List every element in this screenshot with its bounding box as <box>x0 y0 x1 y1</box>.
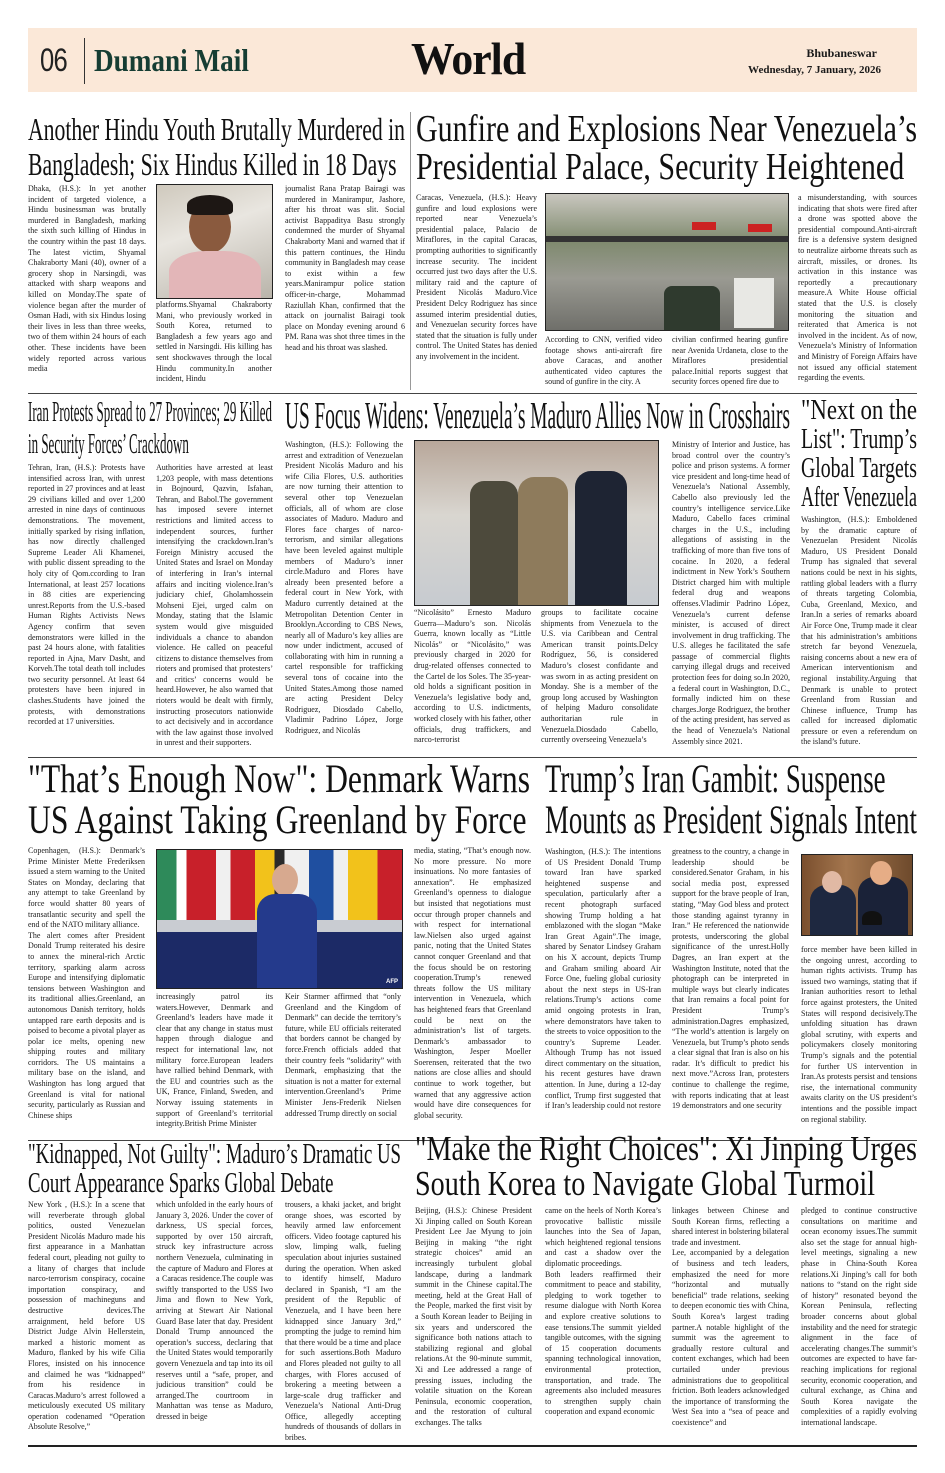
article-column: Washington, (H.S.): The intentions of US President Donald Trump toward Iran have sparked heightened suspense and speculation, particularly after a recent photograph surfaced showing Trump holding a hat emblazoned with the slogan “Make Iran Great Again”.The image, shared by Senator Lindsey Graham on his X account, depicts Trump and Graham smiling aboard Air Force One, fueling global curiosity about the next steps in US-Iran relations.Trump’s actions come amid ongoing protests in Iran, where demonstrators have taken to the streets to voice opposition to the country’s Supreme Leader. Although Trump has not issued direct commentary on the situation, his recent gestures have drawn attention. In June, during a 12-day conflict, Trump first suggested that if Iran’s leadership could not restore <box>545 847 661 1111</box>
article-column: Beijing, (H.S.): Chinese President Xi Jinping called on South Korean President Lee Jae Myung to join Beijing in making “the right strategic choices” amid an increasingly turbulent global landscape, during a landmark summit in the Chinese capital.The meeting, held at the Great Hall of the People, marked the first visit by a South Korean leader to Beijing in six years and underscored the significance both nations attach to stabilizing regional and global relations.At the 90-minute summit, Xi and Lee addressed a range of pressing issues, including the volatile situation on the Korean Peninsula, economic cooperation, and the restoration of cultural exchanges. The talks <box>415 1206 532 1427</box>
headline-line: Court Appearance Sparks Global Debate <box>28 1168 334 1199</box>
headline-line: US Against Taking Greenland by Force <box>28 797 527 842</box>
photo-maduro-figure <box>518 477 568 605</box>
headline-hindu-youth <box>28 112 405 182</box>
article-column: Tehran, Iran, (H.S.): Protests have intensified across Iran, with unrest reported in 27 provinces and at least 29 civilians killed and over 1,200 arrested in nine days of continuous demonstrations. The movement, initially sparked by rising inflation, has now directly challenged Supreme Leader Ali Khamenei, with public dissent spreading to the holy city of Qom.ccording to Iran International, at least 257 locations in 88 cities are experiencing unrest.Reports from the U.S.-based Human Rights Activists News Agency confirm that seven demonstrators were killed in the past 24 hours alone, with fatalities reported in Ajna, Marv Dasht, and Korveh.The total death toll includes two security personnel. At least 64 protesters have been injured in clashes.Students have joined the protests, with demonstrations recorded at 17 universities. <box>28 463 145 727</box>
article-column: force member have been killed in the ongoing unrest, according to human rights activists. Trump has issued two warnings, stating that if Iranian authorities resort to lethal force against protesters, the United States will respond decisively.The unfolding situation has drawn global scrutiny, with experts and policymakers closely monitoring Trump’s signals and the potential for further US intervention in Iran.As protests persist and tensions rise, the international community awaits clarity on the US president’s intentions and the possible impact on regional stability. <box>801 945 917 1124</box>
headline-line: Mounts as President Signals Intent <box>545 797 917 842</box>
headline-maduro-court <box>28 1140 401 1198</box>
article-column: journalist Rana Pratap Bairagi was murdered in Manirampur, Jashore, after his throat was slit. Social activist Bappaditya Basu strongly condemned the murder of Shyamal Chakraborty Mani and warned that if this pattern continues, the Hindu community in Bangladesh may cease to exist within a few years.Manirampur police station officer-in-charge, Mohammad Raziullah Khan, confirmed that the attack on journalist Bairagi took place on Monday evening around 6 PM. Rana was shot three times in the head and his throat was slashed. <box>285 184 405 352</box>
headline-line: Global Targets <box>801 453 917 484</box>
headline-line: After Venezuela <box>801 482 917 513</box>
photo-trump-figure <box>858 877 908 936</box>
photo-speaker-body <box>257 894 317 988</box>
article-column: trousers, a khaki jacket, and bright orange shoes, was escorted by heavily armed law enforcement officers. Video footage captured his slow, limping walk, fueling speculation about injuries sustained during the operation. When asked to identify himself, Maduro declared in Spanish, “I am the president of the Republic of Venezuela, and I have been here kidnapped since January 3rd,” prompting the judge to remind him that there would be a time and place for such assertions.Both Maduro and Flores pleaded not guilty to all charges, with Flores accused of brokering a meeting between a large-scale drug trafficker and Venezuela’s National Anti-Drug Office, allegedly accepting hundreds of thousands of dollars in bribes. <box>285 1200 401 1442</box>
headline-venezuela-gunfire <box>416 110 917 186</box>
article-column: Ministry of Interior and Justice, has broad control over the country’s police and prison systems. A former vice president and long-time head of Venezuela’s National Assembly, Cabello also previously led the country’s intelligence service.Like Maduro, Cabello faces criminal charges in the U.S., including allegations of assisting in the trafficking of more than five tons of cocaine. In 2020, a federal indictment in New York’s Southern District charged him with multiple federal drug and weapons offenses.Vladimir Padrino López, Venezuela’s current defense minister, is accused of direct involvement in drug trafficking. The U.S. alleges he facilitated the safe passage of commercial flights carrying illegal drugs and received protection fees for doing so.In 2020, a federal court in Washington, D.C., formally indicted him on these charges.Jorge Rodriguez, the brother of the acting president, has served as the head of Venezuela’s National Assembly since 2021. <box>672 440 790 746</box>
article-column: linkages between Chinese and South Korean firms, reflecting a shared interest in bolstering bilateral trade and investment. Lee, accompanied by a delegation of business and tech leaders, emphasized the need for more “horizontal and mutually beneficial” trade relations, seeking to deepen economic ties with China, South Korea’s largest trading partner.A notable highlight of the summit was the agreement to gradually restore cultural and content exchanges, which had been curtailed under previous administrations due to geopolitical friction. Both leaders acknowledged the importance of transforming the West Sea into a “sea of peace and coexistence” and <box>672 1206 789 1427</box>
headline-trump-iran-gambit <box>545 758 917 840</box>
headline-line: Bangladesh; Six Hindus Killed in 18 Days <box>28 146 397 182</box>
photo-victim <box>156 184 273 299</box>
page-bottom-rule <box>28 1445 917 1447</box>
photo-trump-graham <box>801 854 913 936</box>
article-column: greatness to the country, a change in leadership should be considered.Senator Graham, in his social media post, expressed support for the brave people of Iran, stating, “May God bless and protect those standing against tyranny in Iran.” He referenced the nationwide protests, underscoring the global significance of the unrest.Holly Dagres, an Iran expert at the Washington Institute, noted that the photograph can be interpreted in multiple ways but clearly indicates that Iran remains a focal point for President Trump’s administration.Dagres emphasized, “The world’s attention is largely on Venezuela, but Trump’s photo sends a clear signal that Iran is also on his radar. It’s difficult to predict his next move.”Across Iran, protesters continue to challenge the regime, with reports indicating that at least 19 demonstrators and one security <box>672 847 789 1111</box>
headline-line: US Focus Widens: Venezuela’s Maduro Allies Now in Crosshairs <box>285 395 790 437</box>
photo-caracas-street <box>545 193 789 331</box>
article-column: Keir Starmer affirmed that “only Greenland and the Kingdom of Denmark” can decide the territory’s future, while EU officials reiterated that borders cannot be changed by force.French officials added that their country feels “solidarity” with Denmark, emphasizing that the situation is not a matter for external intervention.Greenland’s Prime Minister Jens-Frederik Nielsen addressed Trump directly on social <box>285 992 401 1118</box>
photo-sign <box>748 224 772 232</box>
photo-parliament-speaker <box>156 849 403 989</box>
article-column: According to CNN, verified video footage shows anti-aircraft fire above Caracas, and another authenticated video captures the sound of gunfire in the city. A <box>545 335 662 387</box>
article-column: platforms.Shyamal Chakraborty Mani, who previously worked in South Korea, returned to Bangladesh a few years ago and settled in Narsingdi. His killing has sent shockwaves through the local Hindu community.In another incident, Hindu <box>156 300 272 384</box>
headline-line: "Kidnapped, Not Guilty": Maduro’s Dramatic US <box>28 1139 401 1170</box>
headline-line: Presidential Palace, Security Heightened <box>416 146 905 188</box>
article-column: Washington, (H.S.): Following the arrest and extradition of Venezuelan President Nicolás Maduro and his wife Cilia Flores, U.S. authorities are now turning their attention to several other top Venezuelan officials, all of whom are close associates of Maduro. Maduro and Flores face charges of narco-terrorism, and similar allegations have been leveled against multiple members of Maduro’s inner circle.Maduro and Flores have already been presented before a federal court in New York, with Maduro currently detained at the Metropolitan Detention Center in Brooklyn.According to CBS News, nearly all of Maduro’s key allies are now under indictment, accused of collaborating with him in running a cartel responsible for trafficking several tons of cocaine into the United States.Among those named are acting President Delcy Rodriguez, Diosdado Cabello, Vladimir Padrino López, Jorge Rodriguez, and Nicolás <box>285 440 403 736</box>
photo-trump-head <box>870 861 892 885</box>
headline-next-on-list <box>801 396 917 512</box>
article-column: came on the heels of North Korea’s provocative ballistic missile launches into the Sea of Japan, which heightened regional tensions and cast a shadow over the diplomatic proceedings. Both leaders reaffirmed their commitment to peace and stability, pledging to work together to resume dialogue with North Korea and explore creative solutions to ease tensions.The summit yielded tangible outcomes, with the signing of 15 cooperation documents spanning technological innovation, environmental protection, transportation, and trade. The agreements also included measures to strengthen supply chain cooperation and expand economic <box>545 1206 661 1417</box>
photo-credit: AFP <box>386 979 398 985</box>
page-number: 06 <box>40 42 67 78</box>
article-column: Washington, (H.S.): Emboldened by the dramatic capture of Venezuelan President Nicolás Maduro, US President Donald Trump has signaled that several nations could be next in his sights, rattling global leaders with a flurry of threats targeting Colombia, Cuba, Greenland, Mexico, and Iran.In a series of remarks aboard Air Force One, Trump made it clear that his administration’s ambitions stretch far beyond Venezuela, raising concerns about a new era of American interventionism and regional instability.Arguing that Denmark is unable to protect Greenland from Russian and Chinese influence, Trump has called for increased diplomatic pressure or even a referendum on the island’s future. <box>801 515 917 747</box>
headline-line: Gunfire and Explosions Near Venezuela’s <box>416 108 917 150</box>
headline-line: Another Hindu Youth Brutally Murdered in <box>28 111 405 147</box>
headline-line: "Make the Right Choices": Xi Jinping Urges <box>415 1129 917 1168</box>
photo-truck <box>734 278 774 328</box>
photo-figure-hair <box>187 195 233 215</box>
headline-denmark-greenland <box>28 758 530 840</box>
photo-figure-shirt <box>169 251 261 299</box>
article-column: media, stating, “That’s enough now. No more pressure. No more insinuations. No more fantasies of annexation”. He emphasized Greenland’s openness to dialogue but insisted that negotiations must occur through proper channels and with respect for international law.Nielsen also urged against panic, noting that the United States cannot conquer Greenland and that the focus should be on restoring cooperation.Trump’s renewed threats follow the US military intervention in Venezuela, which has heightened fears that Greenland could be next on the administration’s list of targets. Denmark’s ambassador to Washington, Jesper Moeller Soerensen, reiterated that the two nations are close allies and should continue to work together, but warned that any aggressive action would have dire consequences for global security. <box>414 846 531 1120</box>
photo-speaker-head <box>272 864 298 896</box>
photo-sign <box>692 222 716 230</box>
photo-hat <box>862 911 882 925</box>
headline-line: "That’s Enough Now": Denmark Warns <box>28 756 530 801</box>
headline-xi-jinping <box>415 1131 917 1201</box>
headline-line: Trump’s Iran Gambit: Suspense <box>545 756 886 801</box>
article-column: increasingly patrol its waters.However, Denmark and Greenland’s leaders have made it clear that any change in status must happen through dialogue and respect for international law, not military force.European leaders have rallied behind Denmark, with the EU and countries such as the UK, France, Finland, Sweden, and Norway issuing statements in support of Greenland’s territorial integrity.British Prime Minister <box>156 992 273 1129</box>
headline-line: South Korea to Navigate Global Turmoil <box>415 1164 876 1203</box>
article-column: New York , (H.S.): In a scene that will reverberate through global politics, ousted Venezuelan President Nicolás Maduro made his first appearance in a Manhattan federal court, pleading not guilty to a litany of charges that include narco-terrorism conspiracy, cocaine importation conspiracy, and possession of machineguns and destructive devices.The arraignment, held before US District Judge Alvin Hellerstein, marked a historic moment as Maduro, flanked by his wife Cilia Flores, insisted on his innocence and claimed he was “kidnapped” from his residence in Caracas.Maduro’s arrest followed a meticulously executed US military operation codenamed “Operation Absolute Resolve,” <box>28 1200 145 1432</box>
article-column: Copenhagen, (H.S.): Denmark’s Prime Minister Mette Frederiksen issued a stern warning to the United States on Monday, declaring that any attempt to take Greenland by force would shatter 80 years of transatlantic security and spell the end of the NATO military alliance. The alert comes after President Donald Trump reiterated his desire to annex the mineral-rich Arctic territory, sparking alarm across Europe and intensifying diplomatic tensions between Washington and its traditional allies.Greenland, an autonomous Danish territory, holds untapped rare earth deposits and is poised to become a pivotal player as polar ice melts, opening new shipping routes and military corridors. The US maintains a military base on the island, and Washington has long argued that Greenland is vital for national security, particularly as Russian and Chinese ships <box>28 846 145 1120</box>
article-column: pledged to continue constructive consultations on maritime and ocean economy issues.The summit also set the stage for annual high-level meetings, signaling a new phase in China-South Korea relations.Xi Jinping’s call for both nations to “stand on the right side of history” resonated beyond the Korean Peninsula, reflecting broader concerns about global instability and the need for strategic alignment in the face of accelerating changes.The summit’s outcomes are expected to have far-reaching implications for regional security, economic cooperation, and cultural exchange, as China and South Korea navigate the complexities of a rapidly evolving international landscape. <box>801 1206 917 1427</box>
photo-agent-figure <box>470 481 518 605</box>
newspaper-name: Dumani Mail <box>94 42 249 78</box>
headline-line: in Security Forces’ Crackdown <box>28 428 189 460</box>
edition-date: Wednesday, 7 January, 2026 <box>748 64 881 76</box>
photo-armored-vehicle <box>664 286 720 330</box>
article-column: groups to facilitate cocaine shipments from Venezuela to the U.S. via Caribbean and Central American transit points.Delcy Rodríguez, 56, is considered Maduro’s closest confidante and was sworn in as acting president on Monday. She is a member of the group long accused by Washington of helping Maduro consolidate authoritarian rule in Venezuela.Diosdado Cabello, currently overseeing Venezuela’s <box>541 608 658 745</box>
masthead <box>28 28 917 92</box>
photo-dea-agent-figure <box>575 471 627 605</box>
article-column: a misunderstanding, with sources indicating that shots were fired after a drone was spotted above the presidential compound.Anti-aircraft fire is a defensive system designed to neutralize airborne threats such as aircraft, missiles, or drones. Its activation in this instance was reportedly a precautionary measure.A White House official stated that the U.S. is closely monitoring the situation and reiterated that America is not involved in the incident. As of now, Venezuela’s Ministry of Information and Ministry of Foreign Affairs have not issued any official statement regarding the events. <box>798 193 917 383</box>
photo-gantry <box>546 236 788 242</box>
article-column: which unfolded in the early hours of January 3, 2026. Under the cover of darkness, US special forces, supported by over 150 aircraft, struck key infrastructure across northern Venezuela, culminating in the capture of Maduro and Flores at a Caracas residence.The couple was swiftly transported to the USS Iwo Jima and flown to New York, arriving at Stewart Air National Guard Base later that day. President Donald Trump announced the operation’s success, declaring that the United States would temporarily govern Venezuela and tap into its oil reserves until a “safe, proper, and judicious transition” could be arranged.The courtroom in Manhattan was tense as Maduro, dressed in beige <box>156 1200 273 1421</box>
masthead-divider <box>84 38 85 84</box>
headline-line: "Next on the <box>801 395 917 426</box>
article-column: Caracas, Venezuela, (H.S.): Heavy gunfire and loud explosions were reported near Venezuela’s presidential palace, Palacio de Miraflores, in the capital Caracas, prompting authorities to significantly increase security. The incident occurred just two days after the U.S. military raid and the capture of President Nicolás Maduro.Vice President Delcy Rodriguez has since assumed interim presidential duties, and Venezuelan security forces have stated that the situation is fully under control. The United States has denied any involvement in the incident. <box>416 193 537 361</box>
headline-maduro-allies <box>285 396 790 436</box>
edition-city: Bhubaneswar <box>806 46 877 60</box>
section-title: World <box>411 33 526 84</box>
headline-line: Iran Protests Spread to 27 Provinces; 29 Killed <box>28 396 272 428</box>
article-column: Authorities have arrested at least 1,203 people, with mass detentions in Bojnourd, Qazvin, Isfahan, Tehran, and Babol.The government has imposed severe internet restrictions and limited access to independent sources, further intensifying the crackdown.Iran’s Foreign Ministry accused the United States and Israel on Monday of interfering in Iran’s internal affairs and inciting violence.Iran’s judiciary chief, Gholamhossein Mohseni Ejei, urged calm on Monday, stating that the Islamic system would give misguided individuals a chance to abandon violence. He called on peaceful citizens to distance themselves from rioters and promised that protesters’ and critics’ concerns would be heard.However, he also warned that rioters would be dealt with firmly, instructing prosecutors nationwide to act decisively and in accordance with the law against those involved in unrest and their supporters. <box>156 463 273 748</box>
article-column: Dhaka, (H.S.): In yet another incident of targeted violence, a Hindu businessman was brutally murdered in Bangladesh, marking the sixth such killing of Hindus in the country within the past 18 days. The latest victim, Shyamal Chakraborty Mani (40), owner of a grocery shop in Narsingdi, was attacked with sharp weapons and killed on Monday.The spate of violence began after the murder of Osman Hadi, with six Hindus losing their lives in less than three weeks, two of them within 24 hours of each other. These incidents have been widely reported across various media <box>28 184 146 374</box>
photo-graham-head <box>822 871 842 893</box>
article-column: “Nicolásito” Ernesto Maduro Guerra—Maduro’s son. Nicolás Guerra, known locally as “Little Nicolás” or “Nicolásito,” was previously charged in 2020 for drug-related offenses connected to the Cartel de los Soles. The 35-year-old holds a significant position in Venezuela’s legislative body and, according to U.S. indictments, worked closely with his father, other officials, drug traffickers, and narco-terrorist <box>414 608 531 745</box>
headline-line: List": Trump’s <box>801 424 917 455</box>
article-column: civilian confirmed hearing gunfire near Avenida Urdaneta, close to the Miraflores presidential palace.Initial reports suggest that security forces opened fire due to <box>672 335 788 387</box>
photo-maduro-escorted <box>414 440 659 606</box>
headline-iran-protests <box>28 396 272 460</box>
section-divider <box>28 393 917 394</box>
column-divider <box>410 112 411 390</box>
